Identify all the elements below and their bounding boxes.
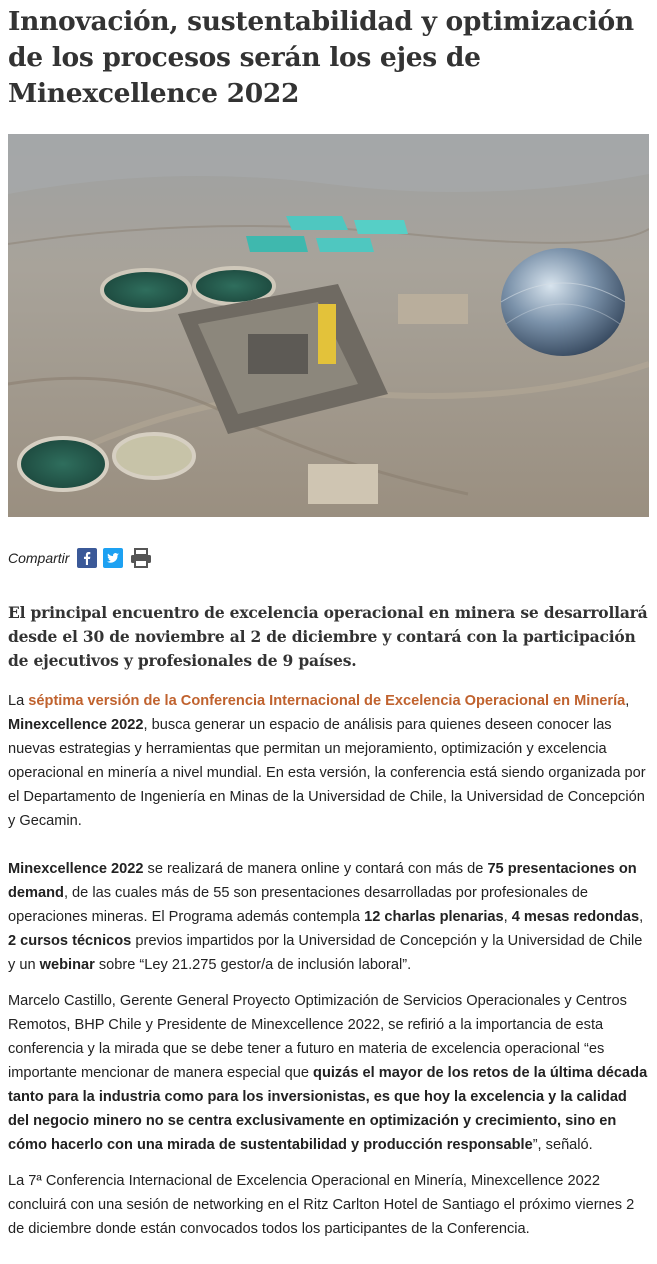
article-lead: El principal encuentro de excelencia operacional en minera se desarrollará desde el 30 de noviembre al 2 de diciembre y contará con la participación de ejecutivos y profesionales de 9 países. — [8, 603, 648, 670]
paragraph-1: La séptima versión de la Conferencia Internacional de Excelencia Operacional en Minería, Minexcellence 2022, busca generar un espacio de análisis para quienes deseen conocer las nuevas estrategias y herramientas que permitan un mejoramiento, optimización y excelencia operacional en minería a nivel mundial. En esta versión, la conferencia está siendo organizada por el Departamento de Ingeniería en Minas de la Universidad de Chile, la Universidad de Concepción y Gecamin. — [8, 693, 646, 829]
hero-image — [8, 134, 649, 517]
article-title: Innovación, sustentabilidad y optimización de los procesos serán los ejes de Minexcellence 2022 — [8, 6, 634, 109]
paragraph-2: Minexcellence 2022 se realizará de manera online y contará con más de 75 presentaciones on demand, de las cuales más de 55 son presentaciones desarrolladas por profesionales de operaciones mineras. El Programa además contempla 12 charlas plenarias, 4 mesas redondas, 2 cursos técnicos previos impartidos por la Universidad de Concepción y la Universidad de Chile y un webinar sobre “Ley 21.275 gestor/a de inclusión laboral”. — [8, 861, 644, 973]
paragraph-4: La 7ª Conferencia Internacional de Excelencia Operacional en Minería, Minexcellence 2022 concluirá con una sesión de networking en el Ritz Carlton Hotel de Santiago el próximo viernes 2 de diciembre donde están convocados todos los participantes de la Conferencia. — [8, 1173, 635, 1237]
share-bar — [8, 545, 649, 571]
print-icon[interactable] — [129, 548, 153, 568]
paragraph-3: Marcelo Castillo, Gerente General Proyecto Optimización de Servicios Operacionales y Centros Remotos, BHP Chile y Presidente de Minexcellence 2022, se refirió a la importancia de esta conferencia y la mirada que se debe tener a futuro en materia de excelencia operacional “es importante mencionar de manera especial que quizás el mayor de los retos de la última década tanto para la industria como para los inversionistas, es que hoy la excelencia y la calidad del negocio minero no se centra exclusivamente en optimización y crecimiento, sino en cómo hacerlo con una mirada de sustentabilidad y producción responsable”, señaló. — [8, 993, 648, 1153]
conference-link[interactable]: séptima versión de la Conferencia Internacional de Excelencia Operacional en Minería — [28, 693, 626, 709]
share-label: Compartir — [8, 550, 70, 566]
facebook-icon[interactable] — [77, 548, 97, 568]
twitter-icon[interactable] — [103, 548, 123, 568]
